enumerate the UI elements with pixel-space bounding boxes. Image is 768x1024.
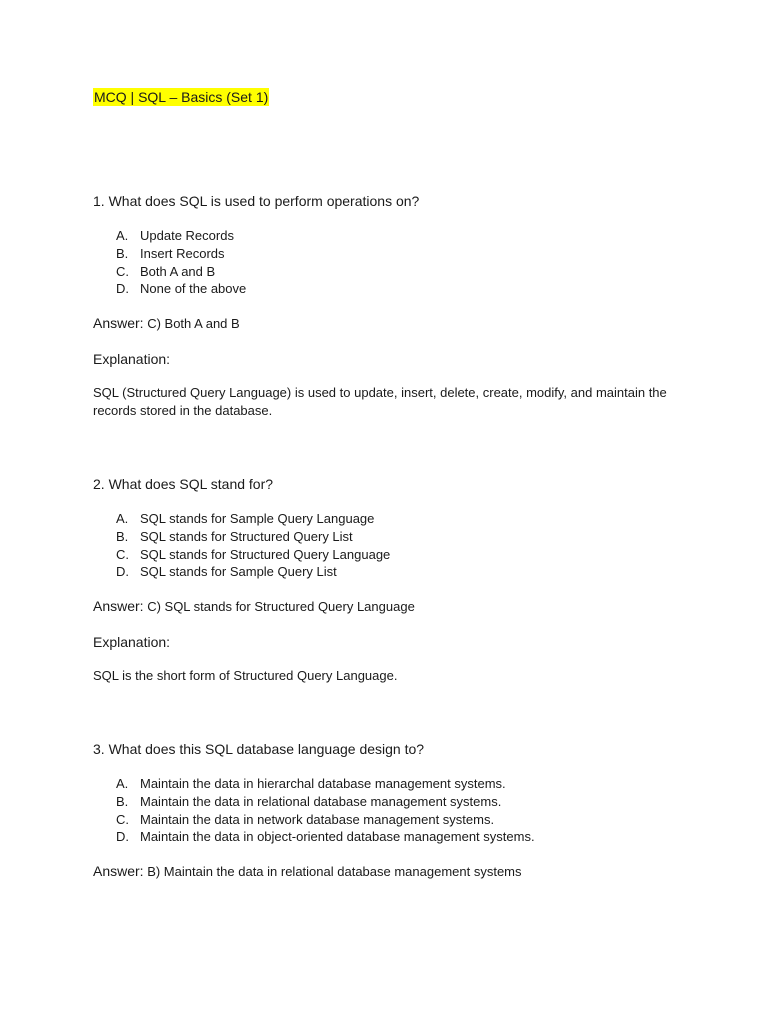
page-title: MCQ | SQL – Basics (Set 1) [94, 89, 269, 105]
option-text: SQL stands for Structured Query Language [140, 546, 391, 562]
option-text: Maintain the data in relational database management systems. [140, 793, 502, 809]
explanation-heading: Explanation: [93, 351, 171, 368]
option-letter: D. [116, 564, 129, 580]
option-text: Insert Records [140, 245, 225, 261]
options-list [93, 510, 693, 581]
option-text: Maintain the data in hierarchal database management systems. [140, 776, 506, 791]
option-text: None of the above [140, 281, 247, 297]
option-c [93, 546, 693, 564]
question-heading: 2. What does SQL stand for? [93, 476, 274, 492]
question-3 [93, 740, 693, 881]
answer-label: Answer: [93, 315, 144, 332]
option-letter: D. [116, 281, 129, 297]
option-letter: C. [116, 811, 129, 827]
option-letter: A. [116, 228, 129, 243]
answer-line [93, 862, 693, 881]
option-text: Maintain the data in network database management systems. [140, 811, 495, 827]
options-list [93, 227, 693, 298]
option-a [93, 227, 693, 245]
explanation-text: SQL (Structured Query Language) is used to update, insert, delete, create, modify, and maintain the records stored in the database. [93, 385, 667, 419]
option-letter: A. [116, 511, 129, 526]
option-a [93, 510, 693, 528]
answer-label: Answer: [93, 863, 144, 880]
explanation-text: SQL is the short form of Structured Query Language. [93, 668, 398, 684]
option-text: Update Records [140, 228, 234, 243]
option-text: SQL stands for Structured Query List [140, 528, 353, 544]
option-c [93, 263, 693, 281]
option-d [93, 828, 693, 846]
option-text: Maintain the data in object-oriented database management systems. [140, 829, 535, 845]
question-1 [93, 192, 693, 420]
question-2 [93, 475, 693, 685]
answer-text: C) SQL stands for Structured Query Language [143, 599, 415, 615]
options-list [93, 775, 693, 846]
question-heading: 3. What does this SQL database language design to? [93, 741, 425, 757]
option-letter: B. [116, 793, 129, 809]
question-heading: 1. What does SQL is used to perform operations on? [93, 193, 420, 209]
answer-line [93, 314, 693, 333]
option-letter: A. [116, 776, 129, 791]
option-letter: B. [116, 528, 129, 544]
option-text: SQL stands for Sample Query Language [140, 511, 375, 526]
option-b [93, 245, 693, 263]
option-letter: C. [116, 546, 129, 562]
option-text: SQL stands for Sample Query List [140, 564, 337, 580]
option-b [93, 528, 693, 546]
answer-text: B) Maintain the data in relational database management systems [143, 864, 522, 880]
option-letter: B. [116, 245, 129, 261]
option-text: Both A and B [140, 263, 216, 279]
answer-label: Answer: [93, 598, 144, 615]
answer-text: C) Both A and B [143, 316, 240, 332]
explanation-heading: Explanation: [93, 634, 171, 651]
option-a [93, 775, 693, 793]
option-d [93, 280, 693, 298]
option-c [93, 811, 693, 829]
option-letter: D. [116, 829, 129, 845]
answer-line [93, 597, 693, 616]
option-d [93, 563, 693, 581]
option-b [93, 793, 693, 811]
option-letter: C. [116, 263, 129, 279]
